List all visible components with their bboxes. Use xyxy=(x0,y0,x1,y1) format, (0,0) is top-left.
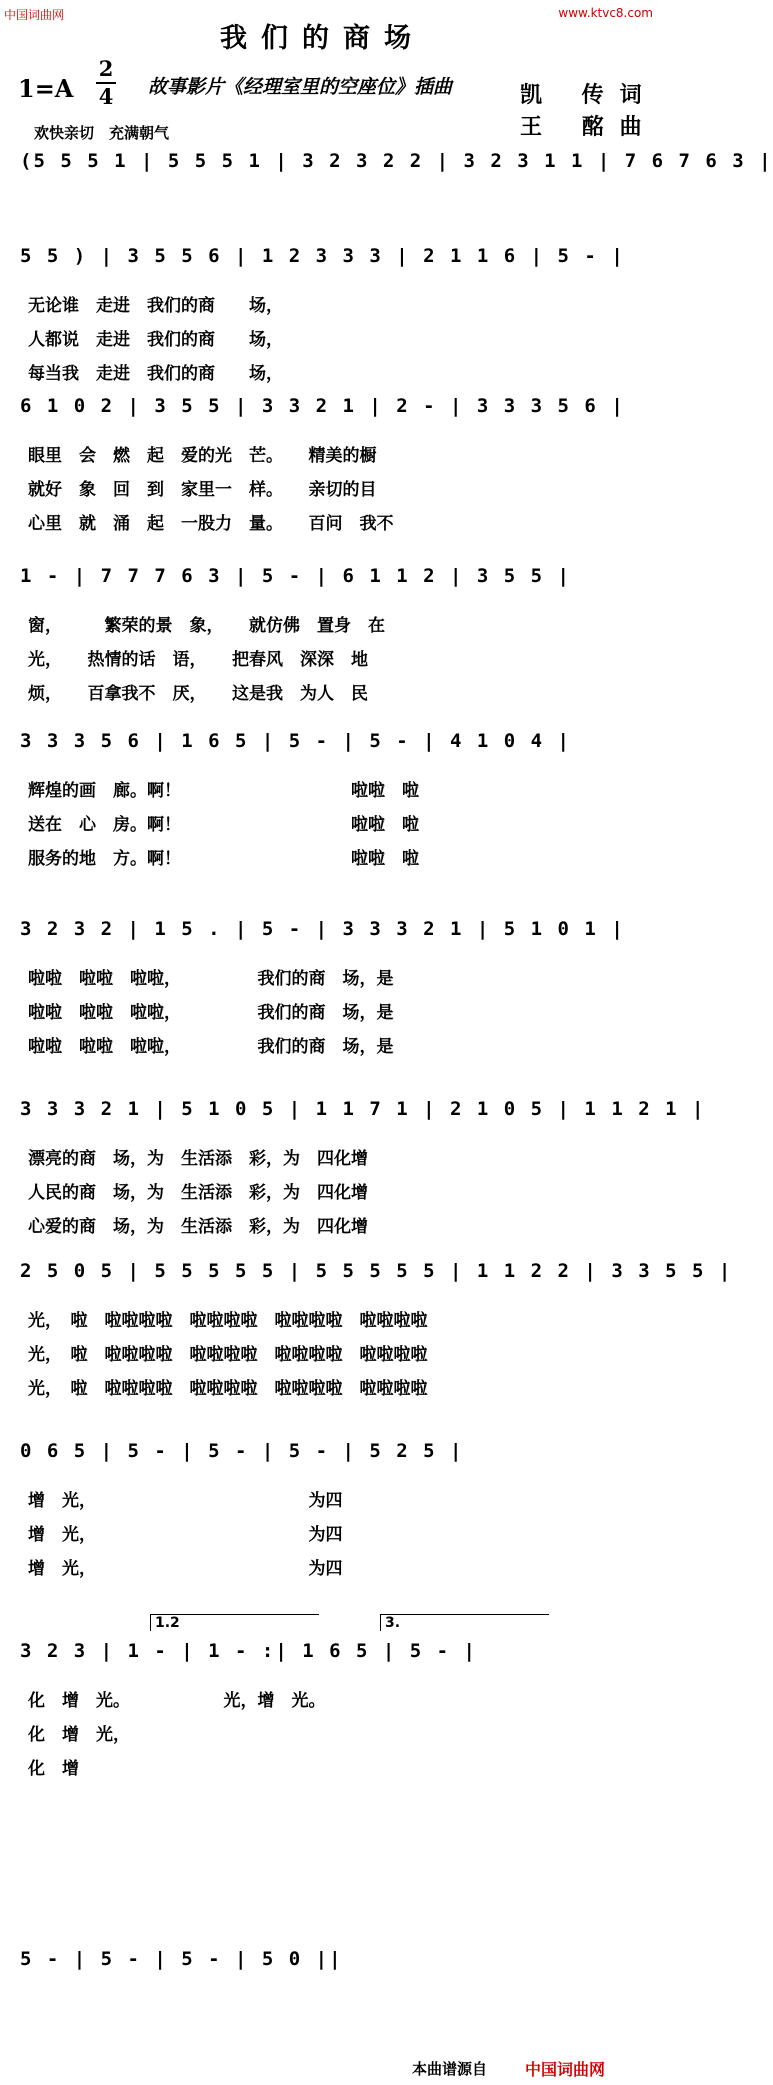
lyric-line: 服务的地 方。啊！ 啦啦 啦 xyxy=(28,849,419,869)
volta-bracket: 3. xyxy=(380,1614,549,1631)
lyric-line: 辉煌的画 廊。啊！ 啦啦 啦 xyxy=(28,781,419,801)
lyric-line: 无论谁 走进 我们的商 场， xyxy=(28,296,283,316)
lyric-line: 心爱的商 场，为 生活添 彩，为 四化增 xyxy=(28,1217,368,1237)
lyric-line: 啦啦 啦啦 啦啦， 我们的商 场，是 xyxy=(28,1003,394,1023)
lyric-line: 增 光， 为四 xyxy=(28,1559,343,1579)
lyric-line: 烦， 百拿我不 厌， 这是我 为人 民 xyxy=(28,684,368,704)
lyric-line: 送在 心 房。啊！ 啦啦 啦 xyxy=(28,815,419,835)
lyric-line: 化 增 xyxy=(28,1759,79,1779)
notation-line: 5 - | 5 - | 5 - | 5 0 || xyxy=(20,1948,343,1970)
lyric-line: 化 增 光。 光，增 光。 xyxy=(28,1691,326,1711)
lyric-line: 啦啦 啦啦 啦啦， 我们的商 场，是 xyxy=(28,969,394,989)
lyric-line: 增 光， 为四 xyxy=(28,1525,343,1545)
lyric-line: 就好 象 回 到 家里一 样。 亲切的目 xyxy=(28,480,377,500)
subtitle: 故事影片《经理室里的空座位》插曲 xyxy=(148,76,453,98)
notation-line: 3 2 3 2 | 1 5 . | 5 - | 3 3 3 2 1 | 5 1 0 1 | xyxy=(20,918,625,940)
lyric-line: 人民的商 场，为 生活添 彩，为 四化增 xyxy=(28,1183,368,1203)
lyric-line: 人都说 走进 我们的商 场， xyxy=(28,330,283,350)
notation-line: 1 - | 7 7 7 6 3 | 5 - | 6 1 1 2 | 3 5 5 | xyxy=(20,565,571,587)
lyric-line: 光， 啦 啦啦啦啦 啦啦啦啦 啦啦啦啦 啦啦啦啦 xyxy=(28,1311,428,1331)
lyricist-credit: 凯 传词 xyxy=(520,82,658,108)
lyric-line: 漂亮的商 场，为 生活添 彩，为 四化增 xyxy=(28,1149,368,1169)
watermark-left: 中国词曲网 xyxy=(4,8,65,22)
time-sig-bottom: 4 xyxy=(98,84,114,109)
lyric-line: 光， 热情的话 语， 把春风 深深 地 xyxy=(28,650,368,670)
notation-line: 3 3 3 5 6 | 1 6 5 | 5 - | 5 - | 4 1 0 4 | xyxy=(20,730,571,752)
lyric-line: 心里 就 涌 起 一股力 量。 百问 我不 xyxy=(28,514,394,534)
lyric-line: 每当我 走进 我们的商 场， xyxy=(28,364,283,384)
notation-line: 5 5 ) | 3 5 5 6 | 1 2 3 3 3 | 2 1 1 6 | 5 - | xyxy=(20,245,625,267)
notation-line: 0 6 5 | 5 - | 5 - | 5 - | 5 2 5 | xyxy=(20,1440,464,1462)
composer-credit: 王 酩曲 xyxy=(520,114,658,140)
tempo-marking: 欢快亲切 充满朝气 xyxy=(34,124,170,142)
lyric-line: 增 光， 为四 xyxy=(28,1491,343,1511)
notation-line: 3 3 3 2 1 | 5 1 0 5 | 1 1 7 1 | 2 1 0 5 | 1 1 2 1 | xyxy=(20,1098,706,1120)
key-signature: 1=A xyxy=(18,74,74,103)
notation-line: 6 1 0 2 | 3 5 5 | 3 3 2 1 | 2 - | 3 3 3 5 6 | xyxy=(20,395,625,417)
time-signature xyxy=(96,58,116,108)
lyric-line: 啦啦 啦啦 啦啦， 我们的商 场，是 xyxy=(28,1037,394,1057)
notation-line: 3 2 3 | 1 - | 1 - :| 1 6 5 | 5 - | xyxy=(20,1640,477,1662)
lyric-line: 化 增 光， xyxy=(28,1725,130,1745)
lyric-line: 眼里 会 燃 起 爱的光 芒。 精美的橱 xyxy=(28,446,377,466)
lyric-line: 光， 啦 啦啦啦啦 啦啦啦啦 啦啦啦啦 啦啦啦啦 xyxy=(28,1379,428,1399)
footer-site: 中国词曲网 xyxy=(525,2060,606,2079)
watermark-right: www.ktvc8.com xyxy=(558,6,653,20)
notation-line: (5 5 5 1 | 5 5 5 1 | 3 2 3 2 2 | 3 2 3 1 1 | 7 6 7 6 3 | xyxy=(20,150,773,172)
lyric-line: 光， 啦 啦啦啦啦 啦啦啦啦 啦啦啦啦 啦啦啦啦 xyxy=(28,1345,428,1365)
volta-bracket: 1.2 xyxy=(150,1614,319,1631)
lyric-line: 窗， 繁荣的景 象， 就仿佛 置身 在 xyxy=(28,616,385,636)
notation-line: 2 5 0 5 | 5 5 5 5 5 | 5 5 5 5 5 | 1 1 2 2 | 3 3 5 5 | xyxy=(20,1260,733,1282)
page-title: 我们的商场 xyxy=(220,23,425,54)
time-sig-top: 2 xyxy=(98,56,114,81)
footer-source: 本曲谱源自 xyxy=(412,2060,488,2078)
